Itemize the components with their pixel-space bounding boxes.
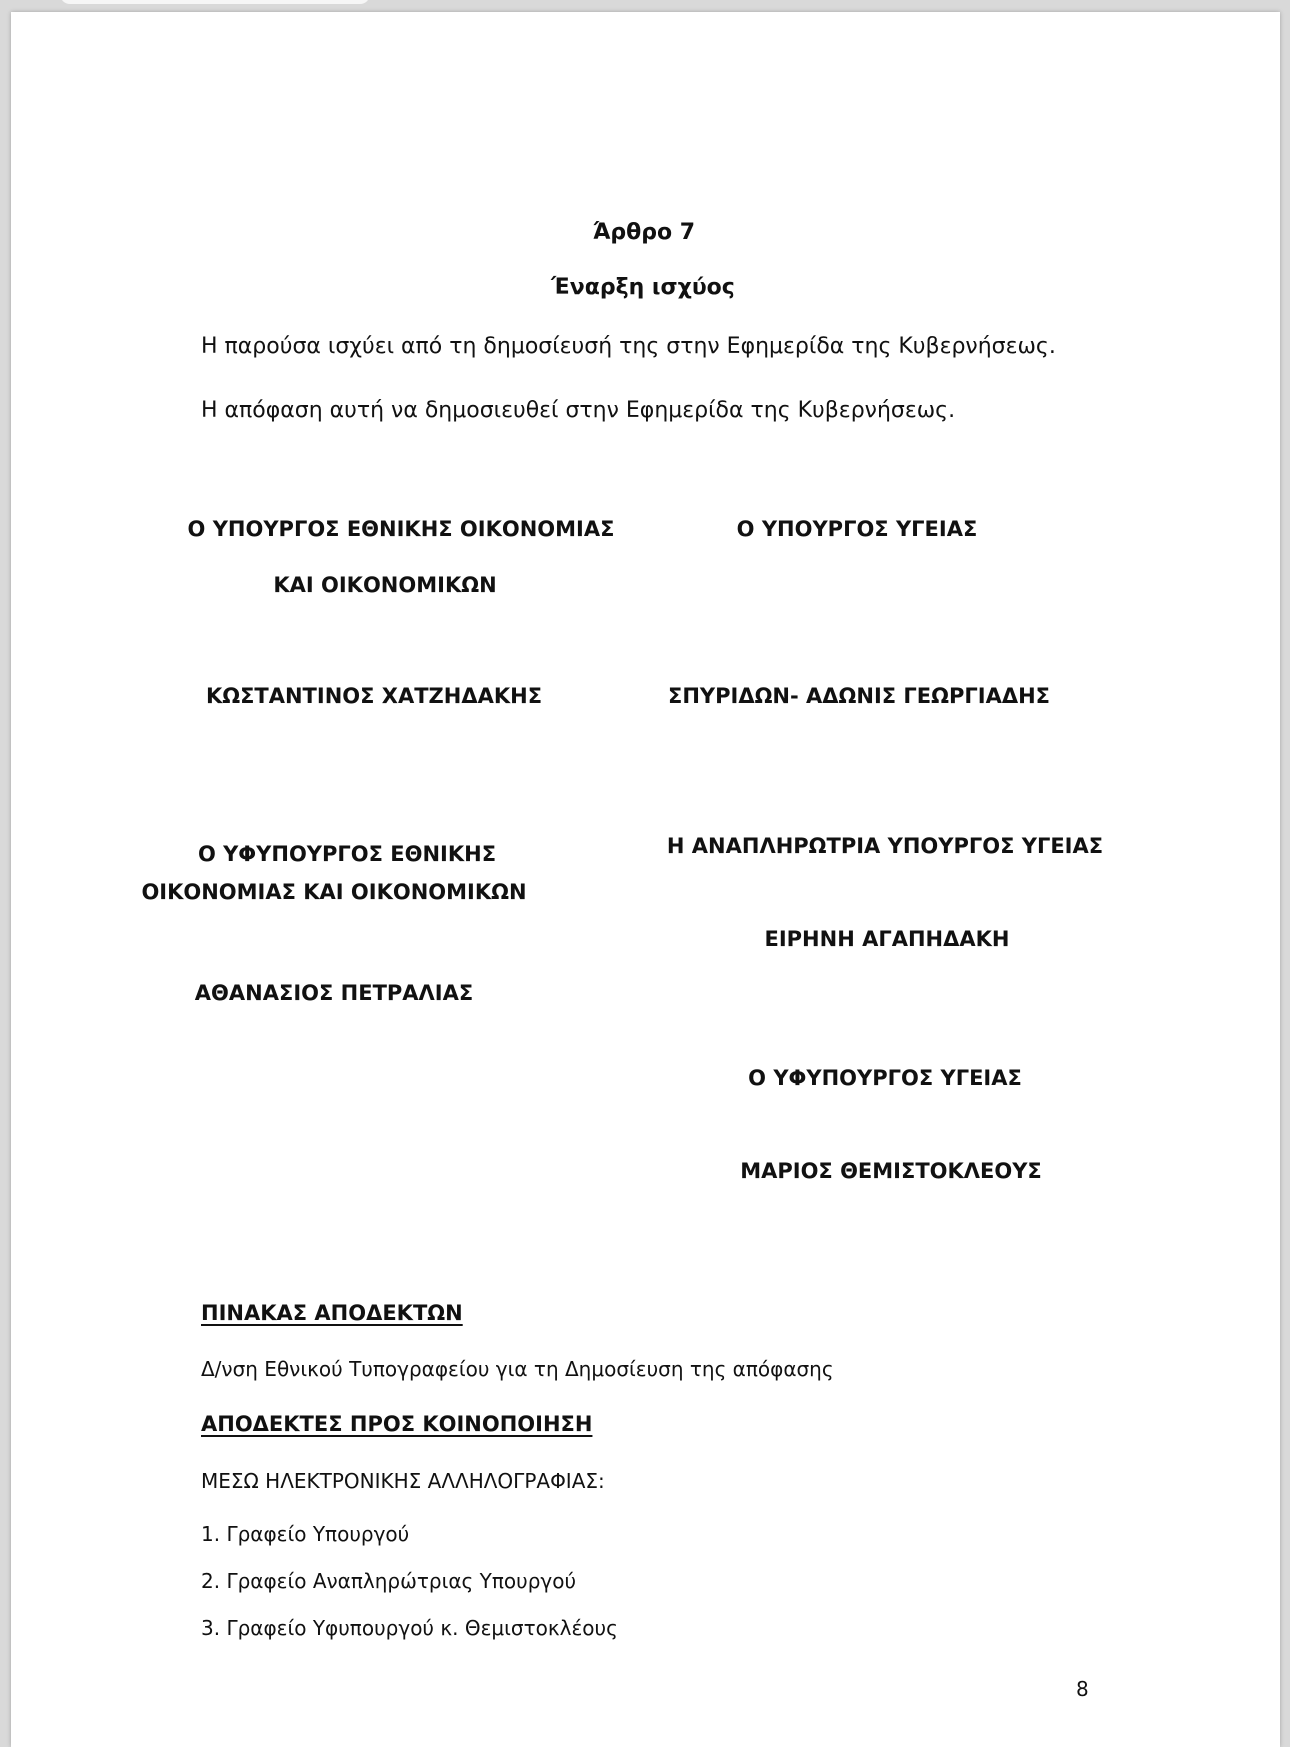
deputy-health-title: Ο ΥΦΥΠΟΥΡΓΟΣ ΥΓΕΙΑΣ: [748, 1066, 1022, 1090]
article-title: Έναρξη ισχύος: [551, 275, 735, 300]
deputy-health-name: ΜΑΡΙΟΣ ΘΕΜΙΣΤΟΚΛΕΟΥΣ: [740, 1159, 1042, 1183]
minister-economy-title-line2: ΚΑΙ ΟΙΚΟΝΟΜΙΚΩΝ: [273, 573, 497, 597]
deputy-economy-title-line1: Ο ΥΦΥΠΟΥΡΓΟΣ ΕΘΝΙΚΗΣ: [197, 842, 497, 866]
body-paragraph-2: Η απόφαση αυτή να δημοσιευθεί στην Εφημερίδα της Κυβερνήσεως.: [201, 398, 956, 423]
deputy-economy-name: ΑΘΑΝΑΣΙΟΣ ΠΕΤΡΑΛΙΑΣ: [194, 981, 474, 1005]
recipients-heading: ΠΙΝΑΚΑΣ ΑΠΟΔΕΚΤΩΝ: [201, 1301, 463, 1325]
list-item: 3. Γραφείο Υφυπουργού κ. Θεμιστοκλέους: [201, 1616, 618, 1640]
article-number: Άρθρο 7: [592, 220, 696, 245]
notify-heading: ΑΠΟΔΕΚΤΕΣ ΠΡΟΣ ΚΟΙΝΟΠΟΙΗΣΗ: [201, 1412, 593, 1436]
alternate-minister-health-title: Η ΑΝΑΠΛΗΡΩΤΡΙΑ ΥΠΟΥΡΓΟΣ ΥΓΕΙΑΣ: [666, 834, 1104, 858]
list-item: 2. Γραφείο Αναπληρώτριας Υπουργού: [201, 1569, 577, 1593]
previous-page-edge: [60, 0, 370, 4]
recipients-line: Δ/νση Εθνικού Τυπογραφείου για τη Δημοσίευση της απόφασης: [201, 1357, 834, 1381]
minister-economy-title-line1: Ο ΥΠΟΥΡΓΟΣ ΕΘΝΙΚΗΣ ΟΙΚΟΝΟΜΙΑΣ: [187, 517, 615, 541]
minister-health-title: Ο ΥΠΟΥΡΓΟΣ ΥΓΕΙΑΣ: [736, 517, 978, 541]
deputy-economy-title-line2: ΟΙΚΟΝΟΜΙΑΣ ΚΑΙ ΟΙΚΟΝΟΜΙΚΩΝ: [141, 880, 527, 904]
minister-economy-name: ΚΩΣΤΑΝΤΙΝΟΣ ΧΑΤΖΗΔΑΚΗΣ: [205, 684, 543, 708]
minister-health-name: ΣΠΥΡΙΔΩΝ- ΑΔΩΝΙΣ ΓΕΩΡΓΙΑΔΗΣ: [667, 684, 1051, 708]
email-label: ΜΕΣΩ ΗΛΕΚΤΡΟΝΙΚΗΣ ΑΛΛΗΛΟΓΡΑΦΙΑΣ:: [201, 1469, 605, 1493]
body-paragraph-1: Η παρούσα ισχύει από τη δημοσίευσή της στην Εφημερίδα της Κυβερνήσεως.: [201, 334, 1056, 359]
list-item: 1. Γραφείο Υπουργού: [201, 1522, 410, 1546]
alternate-minister-health-name: ΕΙΡΗΝΗ ΑΓΑΠΗΔΑΚΗ: [764, 927, 1010, 951]
page-number: 8: [1076, 1677, 1089, 1701]
document-page: [11, 12, 1280, 1747]
